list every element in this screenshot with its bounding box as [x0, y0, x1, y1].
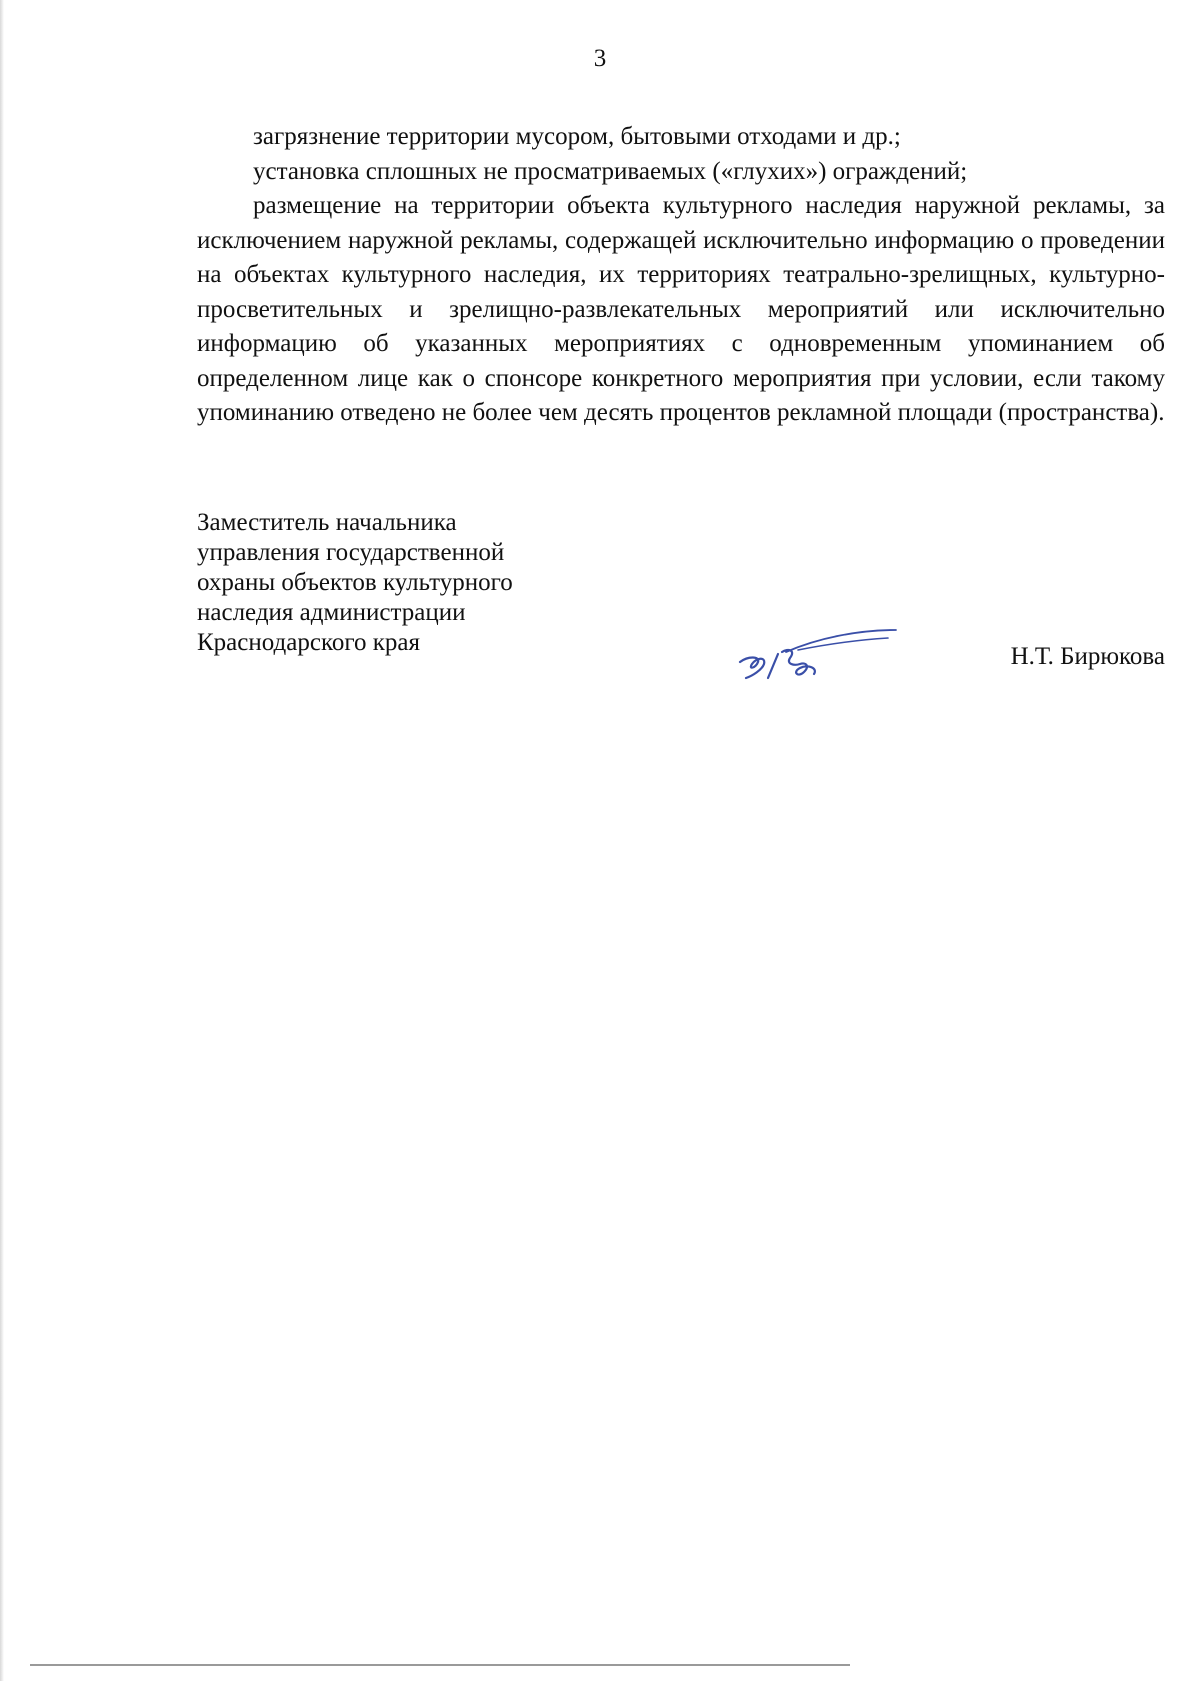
body-text	[197, 120, 1165, 431]
signer-title-line-4: наследия администрации	[197, 599, 466, 626]
signer-title	[197, 508, 1165, 658]
signer-title-line-2: управления государственной	[197, 539, 505, 566]
paragraph-advertising: размещение на территории объекта культурного наследия наружной рекламы, за исключением наружной рекламы, содержащей исключительно информацию о проведении на объектах культурного наследия, их территориях театрально-зрелищных, культурно-просветительных и зрелищно-развлекательных мероприятий или исключительно информацию об указанных мероприятиях с одновременным упоминанием об определенном лице как о спонсоре конкретного мероприятия при условии, если такому упоминанию отведено не более чем десять процентов рекламной площади (пространства).	[197, 192, 1165, 426]
paragraph-fences: установка сплошных не просматриваемых («глухих») ограждений;	[253, 157, 968, 185]
page-number: 3	[593, 45, 607, 72]
signer-title-line-5: Краснодарского края	[197, 629, 420, 656]
handwritten-signature	[738, 622, 903, 682]
signer-name: Н.Т. Бирюкова	[1010, 643, 1165, 670]
paragraph-pollution: загрязнение территории мусором, бытовыми отходами и др.;	[253, 123, 901, 150]
signer-title-line-1: Заместитель начальника	[197, 509, 457, 536]
scan-bottom-line	[30, 1664, 850, 1666]
scan-edge-shadow	[0, 0, 4, 1681]
signer-title-line-3: охраны объектов культурного	[197, 569, 513, 596]
